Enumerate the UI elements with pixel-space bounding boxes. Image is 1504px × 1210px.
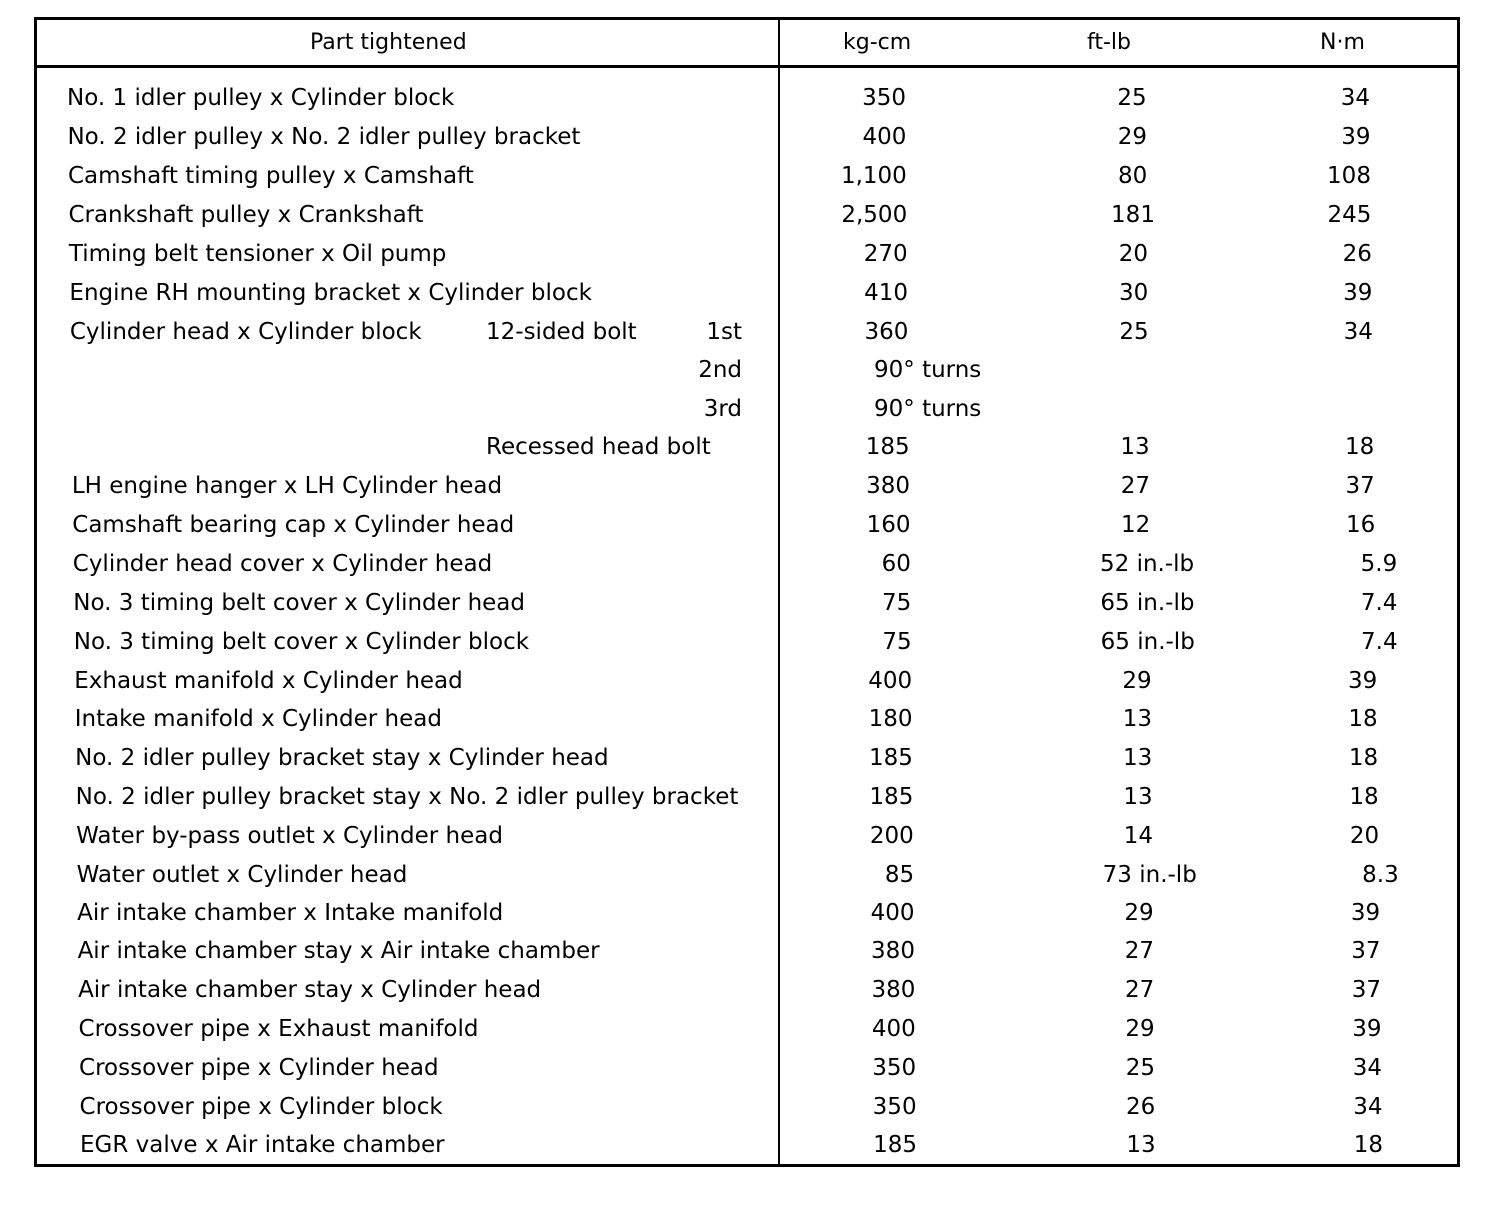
row-ft-lb: 25: [1119, 319, 1149, 345]
row-part: Camshaft bearing cap x Cylinder head: [72, 512, 515, 538]
row-n-m: 34: [1340, 85, 1370, 111]
row-part: Intake manifold x Cylinder head: [74, 706, 442, 732]
row-part: Crossover pipe x Cylinder head: [79, 1055, 439, 1081]
row-part: Exhaust manifold x Cylinder head: [74, 668, 463, 694]
row-n-m: 37: [1351, 977, 1382, 1003]
row-kg-cm: 400: [868, 668, 913, 694]
row-part: Camshaft timing pulley x Camshaft: [67, 163, 474, 189]
row-kg-cm: 160: [866, 512, 911, 538]
row-kg-cm: 185: [869, 784, 914, 810]
row-ft-lb: 26: [1126, 1094, 1156, 1120]
row-kg-cm: 185: [865, 434, 910, 460]
row-n-m: 18: [1348, 745, 1379, 771]
row-turns: 90° turns: [874, 357, 982, 383]
row-ft-lb: 14: [1123, 823, 1153, 849]
row-n-m: 108: [1327, 163, 1371, 189]
row-part: Water outlet x Cylinder head: [76, 862, 408, 888]
row-n-m: 34: [1343, 319, 1373, 345]
row-part: No. 2 idler pulley x No. 2 idler pulley bracket: [67, 124, 581, 150]
row-ft-lb: 13: [1123, 745, 1153, 771]
row-n-m: 34: [1353, 1094, 1383, 1120]
row-part: No. 1 idler pulley x Cylinder block: [67, 85, 455, 111]
row-kg-cm: 60: [881, 551, 911, 577]
row-kg-cm: 75: [882, 629, 912, 655]
row-ft-lb: 20: [1118, 241, 1148, 267]
column-divider: [778, 17, 780, 1167]
row-kg-cm: 1,100: [840, 163, 907, 189]
row-ft-lb: 13: [1126, 1132, 1156, 1158]
row-ft-lb: 65 in.-lb: [1100, 590, 1195, 616]
row-n-m: 26: [1342, 241, 1372, 267]
row-ft-lb: 27: [1124, 938, 1154, 964]
row-step: 2nd: [698, 357, 742, 383]
row-kg-cm: 185: [869, 745, 913, 771]
row-n-m: 39: [1350, 900, 1381, 926]
row-part: EGR valve x Air intake chamber: [80, 1132, 445, 1158]
row-kg-cm: 200: [869, 823, 914, 849]
row-n-m: 18: [1349, 784, 1379, 810]
row-n-m: 7.4: [1360, 590, 1398, 616]
row-kg-cm: 350: [862, 85, 906, 111]
row-bolt-type: 12-sided bolt: [486, 319, 637, 345]
row-ft-lb: 52 in.-lb: [1100, 551, 1195, 577]
row-ft-lb: 25: [1125, 1055, 1155, 1081]
row-part: Water by-pass outlet x Cylinder head: [76, 823, 503, 849]
row-part: Air intake chamber stay x Cylinder head: [78, 977, 542, 1003]
row-n-m: 16: [1346, 512, 1376, 538]
row-kg-cm: 185: [873, 1132, 917, 1158]
row-n-m: 18: [1353, 1132, 1383, 1158]
row-part: Cylinder head cover x Cylinder head: [72, 551, 493, 577]
row-kg-cm: 75: [882, 590, 912, 616]
row-step: 3rd: [703, 396, 742, 422]
header-part-tightened: Part tightened: [310, 30, 467, 55]
row-ft-lb: 25: [1117, 85, 1147, 111]
row-ft-lb: 181: [1111, 202, 1155, 228]
row-part: Air intake chamber stay x Air intake chamber: [77, 938, 600, 964]
row-kg-cm: 2,500: [841, 202, 908, 228]
row-kg-cm: 350: [872, 1094, 917, 1120]
row-n-m: 39: [1341, 124, 1371, 150]
row-ft-lb: 73 in.-lb: [1102, 862, 1197, 888]
row-part: Air intake chamber x Intake manifold: [77, 900, 504, 926]
row-part: Cylinder head x Cylinder block: [69, 319, 422, 345]
row-kg-cm: 400: [871, 1016, 916, 1042]
row-part: Engine RH mounting bracket x Cylinder block: [69, 280, 592, 306]
row-part: No. 3 timing belt cover x Cylinder head: [73, 590, 525, 616]
row-part: No. 3 timing belt cover x Cylinder block: [73, 629, 530, 655]
row-n-m: 8.3: [1362, 862, 1399, 888]
row-n-m: 37: [1351, 938, 1381, 964]
row-n-m: 34: [1352, 1055, 1383, 1081]
row-ft-lb: 29: [1124, 900, 1154, 926]
row-ft-lb: 12: [1121, 512, 1151, 538]
row-kg-cm: 410: [864, 280, 909, 306]
row-ft-lb: 29: [1125, 1016, 1155, 1042]
row-n-m: 39: [1352, 1016, 1382, 1042]
row-ft-lb: 13: [1120, 434, 1150, 460]
row-bolt-type: Recessed head bolt: [486, 434, 711, 460]
row-ft-lb: 29: [1122, 668, 1152, 694]
row-ft-lb: 27: [1125, 977, 1155, 1003]
row-kg-cm: 350: [872, 1055, 917, 1081]
row-n-m: 37: [1345, 473, 1375, 499]
row-n-m: 20: [1349, 823, 1380, 849]
row-kg-cm: 380: [871, 938, 915, 964]
row-n-m: 39: [1343, 280, 1373, 306]
row-part: No. 2 idler pulley bracket stay x No. 2 idler pulley bracket: [75, 784, 739, 810]
row-kg-cm: 360: [864, 319, 909, 345]
row-ft-lb: 27: [1120, 473, 1150, 499]
row-part: No. 2 idler pulley bracket stay x Cylinder head: [75, 745, 609, 771]
row-n-m: 18: [1348, 706, 1378, 732]
row-kg-cm: 380: [871, 977, 916, 1003]
row-ft-lb: 80: [1118, 163, 1148, 189]
row-kg-cm: 85: [884, 862, 915, 888]
row-turns: 90° turns: [874, 396, 982, 422]
row-part: Crossover pipe x Cylinder block: [79, 1094, 443, 1120]
header-divider: [34, 65, 1460, 68]
row-ft-lb: 30: [1119, 280, 1149, 306]
row-part: Crossover pipe x Exhaust manifold: [78, 1016, 479, 1042]
header-kg-cm: kg-cm: [843, 30, 912, 55]
row-part: LH engine hanger x LH Cylinder head: [71, 473, 503, 499]
row-n-m: 7.4: [1361, 629, 1398, 655]
row-step: 1st: [706, 319, 742, 345]
row-ft-lb: 13: [1122, 706, 1152, 732]
row-kg-cm: 400: [870, 900, 915, 926]
row-ft-lb: 65 in.-lb: [1100, 629, 1195, 655]
row-kg-cm: 380: [866, 473, 911, 499]
header-ft-lb: ft-lb: [1087, 30, 1131, 55]
row-n-m: 18: [1345, 434, 1375, 460]
row-kg-cm: 400: [862, 124, 907, 150]
row-n-m: 39: [1347, 668, 1378, 694]
header-n-m: N·m: [1320, 30, 1365, 55]
row-n-m: 5.9: [1360, 551, 1398, 577]
row-part: Timing belt tensioner x Oil pump: [68, 241, 447, 267]
row-ft-lb: 29: [1117, 124, 1147, 150]
row-kg-cm: 180: [868, 706, 913, 732]
row-n-m: 245: [1327, 202, 1372, 228]
row-ft-lb: 13: [1123, 784, 1153, 810]
row-kg-cm: 270: [863, 241, 908, 267]
row-part: Crankshaft pulley x Crankshaft: [68, 202, 424, 228]
